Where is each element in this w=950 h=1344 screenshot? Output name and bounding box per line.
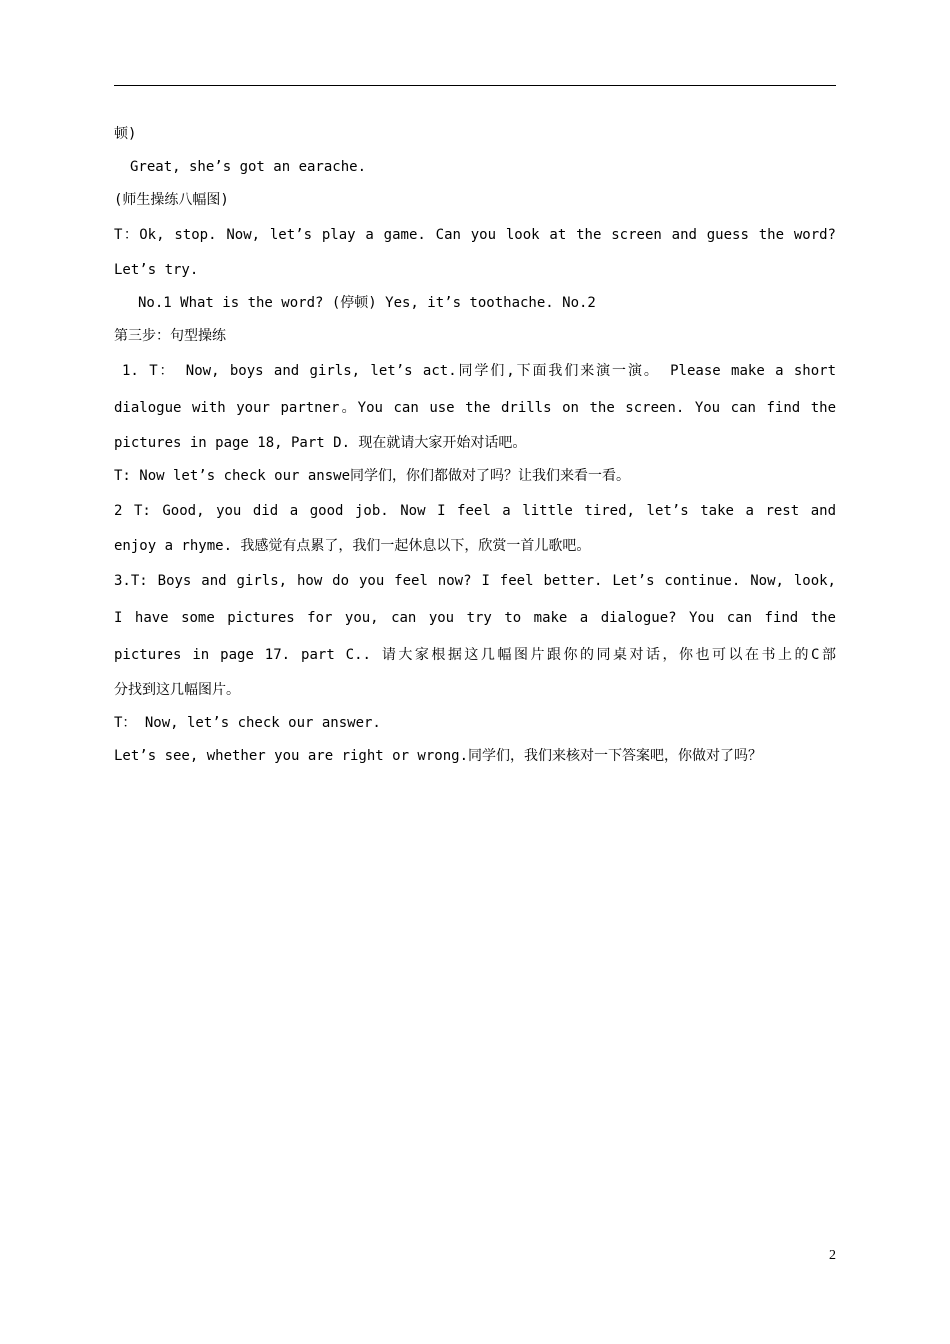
text-line: Let’s see, whether you are right or wrong.同学们，我们来核对一下答案吧，你做对了吗？ [114, 748, 763, 764]
text-line: pictures in page 18, Part D. 现在就请大家开始对话吧。 [114, 435, 527, 451]
text-line: 分找到这几幅图片。 [114, 682, 240, 698]
text-line: T： Now, let’s check our answer. [114, 715, 381, 731]
section-heading: 第三步：句型操练 [114, 328, 226, 344]
text-line: I have some pictures for you, can you try to make a dialogue? You can find the [114, 610, 836, 626]
text-line: T: Now let’s check our answe同学们，你们都做对了吗？让我们来看一看。 [114, 468, 631, 484]
page-number: 2 [829, 1248, 836, 1263]
text-line: 3.T: Boys and girls, how do you feel now? I feel better. Let’s continue. Now, look, [114, 573, 836, 589]
document-body [114, 118, 836, 773]
text-line: 1. T： Now, boys and girls, let’s act.同学们,下面我们来演一演。 Please make a short [122, 363, 836, 379]
text-line: Let’s try. [114, 262, 199, 278]
text-line: Great, she’s got an earache. [130, 159, 367, 175]
text-line: enjoy a rhyme. 我感觉有点累了，我们一起休息以下，欣赏一首儿歌吧。 [114, 538, 591, 554]
text-line: 2 T: Good, you did a good job. Now I feel a little tired, let’s take a rest and [114, 503, 836, 519]
text-line: dialogue with your partner。You can use the drills on the screen. You can find the [114, 400, 836, 416]
text-line: T：Ok, stop. Now, let’s play a game. Can you look at the screen and guess the word? [114, 227, 836, 243]
text-line: 顿) [114, 126, 137, 142]
header-rule [114, 85, 836, 86]
text-line: (师生操练八幅图) [114, 192, 229, 208]
text-line: No.1 What is the word? (停顿) Yes, it’s toothache. No.2 [138, 295, 596, 311]
text-line: pictures in page 17. part C.. 请大家根据这几幅图片跟你的同桌对话，你也可以在书上的C部 [114, 647, 836, 663]
